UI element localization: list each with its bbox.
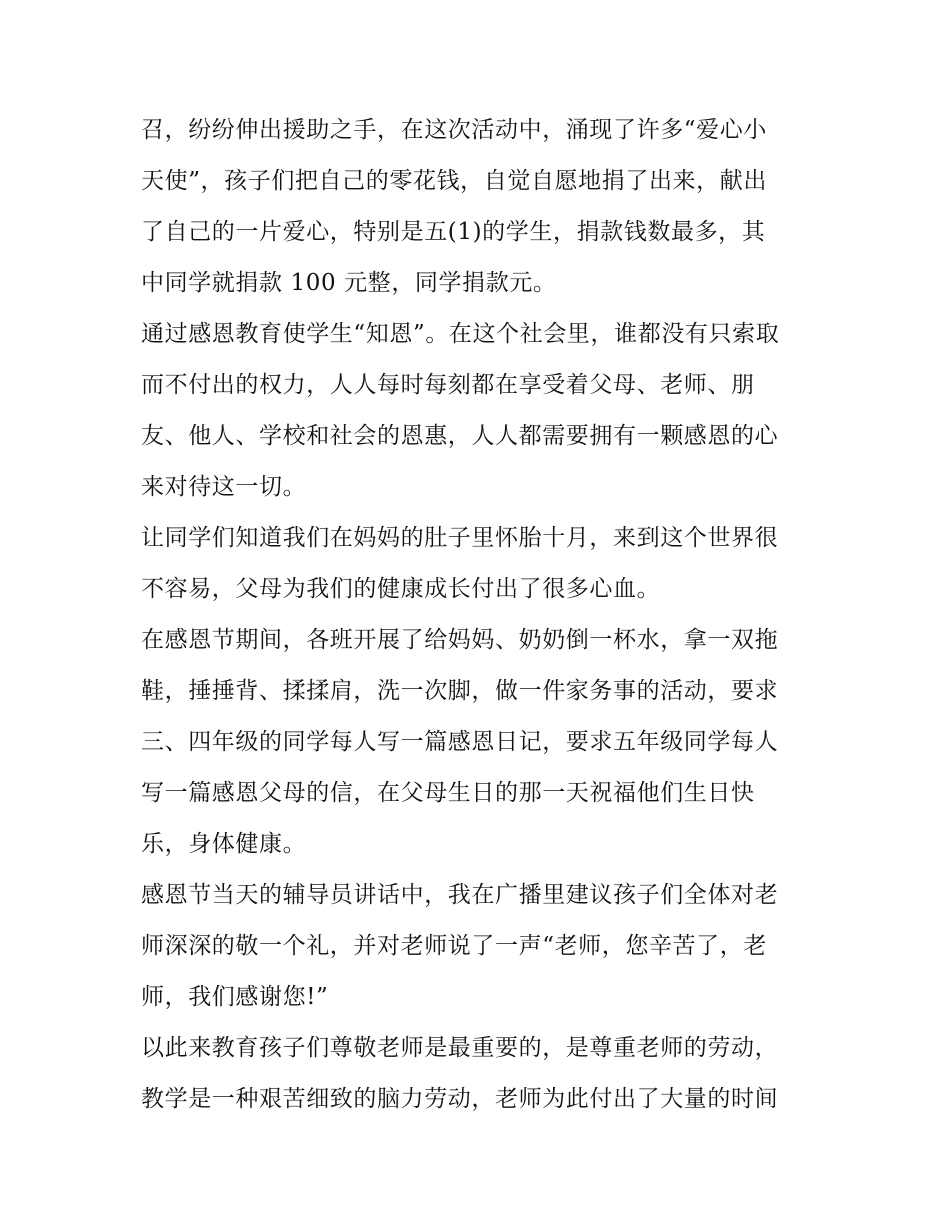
text-line: 鞋，捶捶背、揉揉肩，洗一次脚，做一件家务事的活动，要求 [141,678,779,704]
text-line: 通过感恩教育使学生“知恩”。在这个社会里，谁都没有只索取 [141,321,780,347]
text-line: 三、四年级的同学每人写一篇感恩日记，要求五年级同学每人 [141,729,779,755]
text-line: 师深深的敬一个礼，并对老师说了一声“老师，您辛苦了，老 [141,933,767,959]
text-line: 以此来教育孩子们尊敬老师是最重要的，是尊重老师的劳动， [141,1035,779,1061]
document-body [141,105,816,1125]
text-line: 召，纷纷伸出援助之手，在这次活动中，涌现了许多“爱心小 [141,117,767,143]
text-line: 来对待这一切。 [141,474,307,500]
text-line: 了自己的一片爱心，特别是五(1)的学生，捐款钱数最多，其 [141,219,766,245]
text-line: 教学是一种艰苦细致的脑力劳动，老师为此付出了大量的时间 [141,1086,779,1112]
text-line: 写一篇感恩父母的信，在父母生日的那一天祝福他们生日快 [141,780,755,806]
text-line: 师，我们感谢您!” [141,984,329,1010]
text-line: 让同学们知道我们在妈妈的肚子里怀胎十月，来到这个世界很 [141,525,779,551]
text-line: 而不付出的权力，人人每时每刻都在享受着父母、老师、朋 [141,372,755,398]
text-line: 不容易，父母为我们的健康成长付出了很多心血。 [141,576,661,602]
text-line: 在感恩节期间，各班开展了给妈妈、奶奶倒一杯水，拿一双拖 [141,627,779,653]
text-line: 中同学就捐款 100 元整，同学捐款元。 [141,270,557,296]
text-line: 友、他人、学校和社会的恩惠，人人都需要拥有一颗感恩的心 [141,423,779,449]
text-line: 乐，身体健康。 [141,831,307,857]
text-line: 天使”，孩子们把自己的零花钱，自觉自愿地捐了出来，献出 [141,168,767,194]
text-line: 感恩节当天的辅导员讲话中，我在广播里建议孩子们全体对老 [141,882,779,908]
